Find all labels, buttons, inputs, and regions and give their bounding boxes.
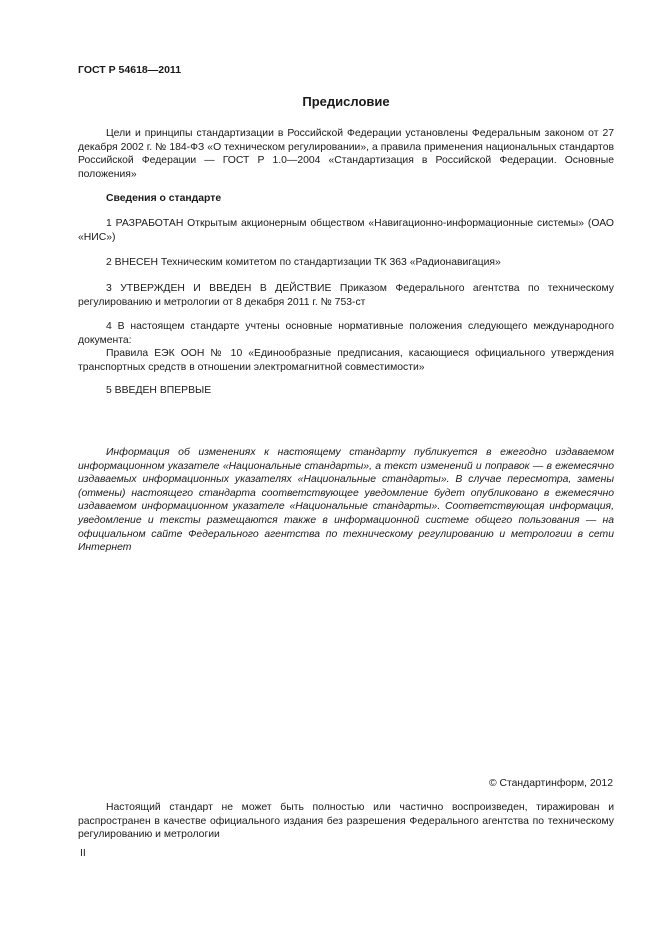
legal-notice: Настоящий стандарт не может быть полностью или частично воспроизведен, тиражирован и распространен в качестве официального издания без разрешения Федерального агентства по техническому регулированию и метрологии	[78, 802, 614, 841]
page-title: Предисловие	[302, 94, 390, 109]
item-3-block	[78, 282, 614, 309]
document-code: ГОСТ Р 54618—2011	[78, 64, 182, 76]
page-number: II	[80, 848, 86, 859]
item-4-block	[78, 320, 614, 374]
intro-paragraph: Цели и принципы стандартизации в Российской Федерации установлены Федеральным законом от 27 декабря 2002 г. № 184-ФЗ «О техническом регулировании», а правила применения национальных стандартов Российской Федерации — ГОСТ Р 1.0—2004 «Стандартизация в Российской Федерации. Основные положения»	[78, 128, 614, 180]
changes-note-block	[78, 446, 614, 555]
item-4-document: Правила ЕЭК ООН № 10 «Единообразные предписания, касающиеся официального утверждения транспортных средств в отношении электромагнитной совместимости»	[78, 348, 614, 373]
intro-block	[78, 127, 614, 181]
item-5: 5 ВВЕДЕН ВПЕРВЫЕ	[106, 385, 212, 396]
item-5-block	[78, 384, 614, 398]
changes-note: Информация об изменениях к настоящему стандарту публикуется в ежегодно издаваемом информационном указателе «Национальные стандарты», а текст изменений и поправок — в ежемесячно издаваемых информационных указателях «Национальные стандарты». В случае пересмотра, замены (отмены) настоящего стандарта соответствующее уведомление будет опубликовано в ежемесячно издаваемом информационном указателе «Национальные стандарты». Соответствующая информация, уведомление и тексты размещаются также в информационной системе общего пользования — на официальном сайте Федерального агентства по техническому регулированию и метрологии в сети Интернет	[78, 447, 614, 554]
info-heading: Сведения о стандарте	[106, 193, 222, 204]
info-heading-block	[78, 192, 614, 206]
copyright: © Стандартинформ, 2012	[488, 778, 613, 789]
item-3: 3 УТВЕРЖДЕН И ВВЕДЕН В ДЕЙСТВИЕ Приказом Федерального агентства по техническому регулированию и метрологии от 8 декабря 2011 г. № 753-ст	[78, 283, 614, 308]
legal-block	[78, 801, 614, 842]
item-1: 1 РАЗРАБОТАН Открытым акционерным обществом «Навигационно-информационные системы» (ОАО «НИС»)	[78, 218, 614, 243]
item-4: 4 В настоящем стандарте учтены основные нормативные положения следующего международного документа:	[78, 321, 614, 346]
item-2-block	[78, 256, 614, 270]
item-2: 2 ВНЕСЕН Техническим комитетом по стандартизации ТК 363 «Радионавигация»	[106, 257, 501, 268]
item-1-block	[78, 217, 614, 244]
